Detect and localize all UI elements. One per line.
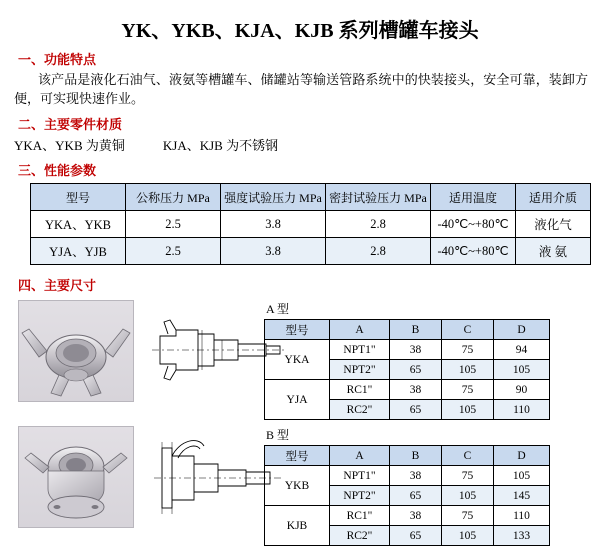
col-header: B xyxy=(390,320,442,340)
cell: 38 xyxy=(390,340,442,360)
features-paragraph: 该产品是液化石油气、液氨等槽罐车、储罐站等输送管路系统中的快装接头，安全可靠，装卸方便，可实现快速作业。 xyxy=(14,72,588,106)
cell: YKA、YKB xyxy=(31,211,126,238)
dim-table-b xyxy=(264,445,550,546)
table-header-row xyxy=(31,184,591,211)
col-header: 型号 xyxy=(31,184,126,211)
cell: 38 xyxy=(390,506,442,526)
model-cell: YKA xyxy=(265,340,330,380)
document-page xyxy=(0,14,600,542)
section-heading-dimensions: 四、主要尺寸 xyxy=(18,278,97,293)
cell: 65 xyxy=(390,400,442,420)
table-row xyxy=(265,340,550,360)
cell: 2.8 xyxy=(326,211,431,238)
cell: 38 xyxy=(390,466,442,486)
cell: 90 xyxy=(494,380,550,400)
cell: 94 xyxy=(494,340,550,360)
cell: 65 xyxy=(390,526,442,546)
cell: 75 xyxy=(442,380,494,400)
col-header: 密封试验压力 MPa xyxy=(326,184,431,211)
cell: 105 xyxy=(494,360,550,380)
col-header: C xyxy=(442,446,494,466)
technical-drawing-b xyxy=(142,426,252,526)
col-header: D xyxy=(494,446,550,466)
cell: 3.8 xyxy=(221,238,326,265)
col-header: 型号 xyxy=(265,446,330,466)
cell: 110 xyxy=(494,400,550,420)
table-row xyxy=(265,466,550,486)
coupling-photo-a-graphic xyxy=(19,301,133,401)
cell: 75 xyxy=(442,466,494,486)
dim-table-a xyxy=(264,319,550,420)
material-left: YKA、YKB 为黄铜 xyxy=(14,138,125,153)
cell: 65 xyxy=(390,486,442,506)
col-header: C xyxy=(442,320,494,340)
col-header: 型号 xyxy=(265,320,330,340)
cell: YJA、YJB xyxy=(31,238,126,265)
col-header: D xyxy=(494,320,550,340)
cell: -40℃~+80℃ xyxy=(431,211,516,238)
dimension-row-b xyxy=(18,426,600,546)
col-header: 强度试验压力 MPa xyxy=(221,184,326,211)
table-header-row xyxy=(265,320,550,340)
cell: 105 xyxy=(442,400,494,420)
section-heading-performance: 三、性能参数 xyxy=(18,163,97,178)
cell: NPT1" xyxy=(330,466,390,486)
col-header: A xyxy=(330,446,390,466)
model-cell: YJA xyxy=(265,380,330,420)
coupling-photo-b-graphic xyxy=(19,427,133,527)
cell: 38 xyxy=(390,380,442,400)
dim-table-a-label: A 型 xyxy=(266,302,290,316)
dimension-row-a xyxy=(18,300,600,420)
cell: 145 xyxy=(494,486,550,506)
material-right: KJA、KJB 为不锈钢 xyxy=(162,138,279,153)
material-line xyxy=(14,135,600,154)
coupling-drawing-a-graphic xyxy=(142,300,292,400)
cell: 75 xyxy=(442,340,494,360)
col-header: A xyxy=(330,320,390,340)
section-heading-material: 二、主要零件材质 xyxy=(18,117,123,132)
col-header: 适用温度 xyxy=(431,184,516,211)
cell: 105 xyxy=(442,360,494,380)
cell: 3.8 xyxy=(221,211,326,238)
section-heading-features: 一、功能特点 xyxy=(18,52,97,67)
cell: RC2" xyxy=(330,400,390,420)
dim-table-b-wrap xyxy=(264,426,600,546)
cell: 2.5 xyxy=(126,238,221,265)
dim-table-b-label: B 型 xyxy=(266,428,290,442)
coupling-drawing-b-graphic xyxy=(142,426,292,526)
dimensions-section xyxy=(0,300,600,546)
col-header: 公称压力 MPa xyxy=(126,184,221,211)
cell: 105 xyxy=(494,466,550,486)
cell: 2.8 xyxy=(326,238,431,265)
technical-drawing-a xyxy=(142,300,252,400)
table-header-row xyxy=(265,446,550,466)
model-cell: YKB xyxy=(265,466,330,506)
page-title: YK、YKB、KJA、KJB 系列槽罐车接头 xyxy=(121,20,479,42)
model-cell: KJB xyxy=(265,506,330,546)
cell: 133 xyxy=(494,526,550,546)
cell: NPT2" xyxy=(330,486,390,506)
cell: RC2" xyxy=(330,526,390,546)
cell: RC1" xyxy=(330,380,390,400)
cell: 液化气 xyxy=(516,211,591,238)
product-photo-a xyxy=(18,300,134,402)
col-header: 适用介质 xyxy=(516,184,591,211)
cell: 105 xyxy=(442,526,494,546)
cell: 2.5 xyxy=(126,211,221,238)
table-row xyxy=(31,238,591,265)
cell: RC1" xyxy=(330,506,390,526)
cell: 65 xyxy=(390,360,442,380)
cell: 75 xyxy=(442,506,494,526)
cell: NPT1" xyxy=(330,340,390,360)
cell: NPT2" xyxy=(330,360,390,380)
cell: 110 xyxy=(494,506,550,526)
cell: 105 xyxy=(442,486,494,506)
table-row xyxy=(265,380,550,400)
dim-table-a-wrap xyxy=(264,300,600,420)
cell: 液 氨 xyxy=(516,238,591,265)
cell: -40℃~+80℃ xyxy=(431,238,516,265)
performance-table xyxy=(30,183,591,265)
table-row xyxy=(31,211,591,238)
product-photo-b xyxy=(18,426,134,528)
col-header: B xyxy=(390,446,442,466)
